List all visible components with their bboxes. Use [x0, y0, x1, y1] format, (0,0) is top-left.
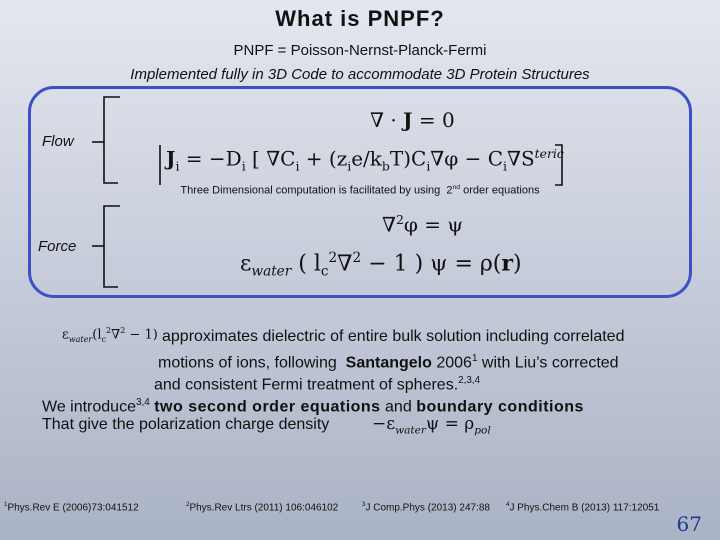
- force-label: Force: [38, 238, 77, 255]
- reference-4: $^4$J Phys.Chem B (2013) 117:12051: [506, 501, 660, 514]
- flux-equation: $J_i = -D_i$ [ $\nabla C_i + (z_ie/k_bT)C_i\nabla\varphi - C_i\nabla S^{teric}$: [166, 146, 564, 174]
- para-line-1: approximates dielectric of entire bulk solution including correlated: [162, 328, 625, 345]
- para-line-3: and consistent Fermi treatment of spheres.$^{2,3,4}$: [154, 375, 481, 394]
- flow-label: Flow: [42, 133, 74, 150]
- page-number: 67: [676, 512, 702, 536]
- slide-title: What is PNPF?: [275, 6, 445, 31]
- slide-subtitle: PNPF = Poisson-Nernst-Planck-Fermi: [233, 42, 487, 59]
- force-bracket: [104, 206, 120, 287]
- para-line-4: We introduce$^{3,4}$ two second order equations and boundary conditions: [42, 397, 584, 416]
- para-line-5: That give the polarization charge density: [42, 416, 330, 433]
- reference-2: $^2$Phys.Rev Ltrs (2011) 106:046102: [186, 501, 339, 514]
- reference-3: $^3$J Comp.Phys (2013) 247:88: [362, 501, 490, 514]
- para-line-2: motions of ions, following Santangelo 2006$^1$ with Liu’s corrected: [158, 353, 619, 372]
- slide-subtitle-implementation: Implemented fully in 3D Code to accommodate 3D Protein Structures: [130, 66, 590, 83]
- poisson-equation: ∇$^2$φ = ψ: [382, 212, 464, 237]
- polarization-equation: $-\varepsilon_{water}\psi = \rho_{pol}$: [372, 414, 491, 437]
- reference-1: $^1$Phys.Rev E (2006)73:041512: [4, 501, 139, 514]
- order-note: Three Dimensional computation is facilitated by using 2nd order equations: [180, 184, 540, 197]
- continuity-equation: ∇ · J = 0: [370, 108, 455, 132]
- dielectric-equation: $\varepsilon_{water}$ ( $l_c^2\nabla^2 - 1$ ) ψ = ρ(r): [240, 250, 522, 280]
- dielectric-operator-inline: $\varepsilon_{water}(l_c^2\nabla^2 - 1)$: [62, 326, 158, 344]
- flow-bracket: [104, 97, 120, 183]
